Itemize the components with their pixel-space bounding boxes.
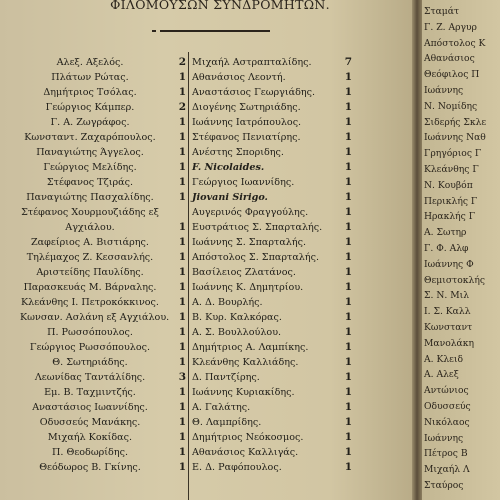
subscription-count: 1 — [178, 296, 186, 308]
facing-page-line: Γ. Φ. Αλφ — [424, 243, 469, 254]
subscription-count: 1 — [178, 71, 186, 83]
subscription-count: 1 — [178, 266, 186, 278]
facing-page-line: Σ. Ν. Μιλ — [424, 290, 470, 302]
subscriber-row — [20, 280, 186, 295]
subscriber-name: Παρασκευάς Μ. Βάρναλης. — [23, 282, 157, 293]
facing-page-line: Οδυσσεύς — [424, 401, 471, 412]
subscription-count: 1 — [178, 416, 186, 428]
subscription-count: 1 — [344, 251, 352, 263]
facing-page-line: Αντώνιος — [424, 385, 469, 397]
subscription-count: 1 — [178, 341, 186, 353]
subscriber-name: Παναγιώτης Άγγελος. — [36, 147, 144, 158]
subscriber-row — [192, 430, 352, 445]
facing-page-line: Σταύρος — [424, 480, 464, 491]
subscription-count: 1 — [178, 386, 186, 398]
subscriber-name: Ιωάννης Κ. Δημητρίου. — [192, 282, 304, 293]
subscriber-name: Ε. Δ. Ραφόπουλος. — [192, 462, 282, 473]
subscriber-name: Κωνσαν. Ασλάνη εξ Αγχιάλου. — [20, 312, 170, 323]
subscriber-row — [20, 220, 186, 235]
subscription-count: 1 — [178, 401, 186, 413]
subscriber-name: Λεωνίδας Ταντάλίδης. — [34, 372, 146, 383]
subscriber-row — [20, 295, 186, 310]
book-gutter — [412, 0, 422, 500]
subscription-count: 1 — [344, 146, 352, 158]
subscription-count: 1 — [178, 431, 186, 443]
subscriber-name: Ανέστης Σποριδης. — [192, 147, 284, 158]
subscriber-name: Απόστολος Σ. Σπαρταλής. — [192, 252, 320, 263]
subscriber-row — [20, 190, 186, 205]
facing-page-line: Αθανάσιος — [424, 53, 475, 65]
subscription-count: 1 — [178, 236, 186, 248]
subscriber-name: Α. Σ. Βουλλούλου. — [192, 327, 282, 338]
subscription-count: 1 — [344, 236, 352, 248]
facing-page-line: Κλεάνθης Γ — [424, 164, 479, 175]
subscriber-name: Γ. Α. Ζωγράφος. — [50, 117, 130, 128]
subscriber-row — [20, 175, 186, 190]
subscriber-name: Δ. Παντζίρης. — [192, 372, 260, 383]
subscriber-name: Β. Κυρ. Καλκόρας. — [192, 312, 282, 323]
subscriber-row — [20, 55, 186, 70]
subscriber-row — [192, 325, 352, 340]
subscriber-name: Στέφανος Τζιράς. — [46, 177, 134, 188]
subscription-count: 1 — [178, 311, 186, 323]
subscriber-row — [20, 205, 186, 220]
subscriber-row — [20, 85, 186, 100]
subscriber-row — [20, 385, 186, 400]
subscriber-name: Α. Δ. Βουρλής. — [192, 297, 263, 308]
subscription-count: 1 — [344, 446, 352, 458]
subscription-count: 1 — [344, 266, 352, 278]
subscriber-name: Αθανάσιος Λεοντή. — [192, 72, 286, 83]
subscription-count: 3 — [178, 371, 186, 383]
subscriber-row — [20, 160, 186, 175]
subscription-count: 1 — [344, 326, 352, 338]
subscriber-name: Π. Θεοδωρίδης. — [51, 447, 129, 458]
subscriber-row — [192, 145, 352, 160]
subscriber-row — [192, 295, 352, 310]
subscription-count: 7 — [344, 56, 352, 68]
subscriber-row — [20, 115, 186, 130]
facing-page-line: Ιωάννης — [424, 85, 464, 96]
facing-page-line: Ιωάννης — [424, 432, 464, 444]
subscription-count: 1 — [178, 191, 186, 203]
subscription-count: 1 — [344, 86, 352, 98]
facing-page-line: Σιδερής Σκλε — [424, 116, 487, 128]
subscription-count: 1 — [344, 131, 352, 143]
subscriber-row — [192, 340, 352, 355]
subscriber-name: Δημήτριος Νεόκοσμος. — [192, 432, 304, 443]
facing-page-line: Νικόλαος — [424, 416, 470, 428]
subscriber-row — [20, 400, 186, 415]
subscriber-name: Ζαφείριος Α. Βιστιάρης. — [31, 237, 149, 248]
subscriber-name: Τηλέμαχος Ζ. Κεσσανλής. — [26, 252, 154, 263]
subscriber-row — [192, 445, 352, 460]
subscriber-row — [20, 265, 186, 280]
subscription-count: 1 — [344, 461, 352, 473]
subscriber-name: Jiovani Sirigo. — [192, 192, 268, 203]
subscription-count: 1 — [178, 176, 186, 188]
subscriber-row — [192, 130, 352, 145]
facing-page-line: Κωνσταντ — [424, 322, 473, 333]
facing-page-line: Ηρακλής Γ — [424, 211, 476, 223]
page-heading: ΦΙΛΟΜΟΥΣΩΝ ΣΥΝΔΡΟΜΗΤΩΝ. — [110, 0, 330, 12]
subscriber-row — [20, 100, 186, 115]
subscription-count: 1 — [344, 341, 352, 353]
subscriber-name: Αριστείδης Παυλίδης. — [36, 267, 144, 278]
facing-page-line: Σταμάτ — [424, 6, 460, 17]
subscription-count: 1 — [344, 431, 352, 443]
column-divider — [188, 52, 189, 500]
subscriber-row — [20, 325, 186, 340]
subscription-count: 1 — [344, 311, 352, 323]
subscriber-row — [192, 415, 352, 430]
subscription-count: 1 — [344, 281, 352, 293]
facing-page-line: Ν. Νομίδης — [424, 100, 478, 112]
facing-page-line: Μανολάκη — [424, 337, 475, 349]
subscriber-row — [192, 205, 352, 220]
subscription-count: 1 — [344, 116, 352, 128]
subscription-count: 1 — [344, 221, 352, 233]
facing-page-line: Ιωάννης Ναθ — [424, 132, 486, 144]
subscriber-row — [192, 265, 352, 280]
subscription-count: 1 — [178, 326, 186, 338]
subscription-count: 1 — [344, 386, 352, 398]
facing-page-line: Α. Σωτηρ — [424, 227, 467, 239]
subscriber-name: Π. Ρωσσόπουλος. — [47, 327, 133, 338]
facing-page-line: Πέτρος Β — [424, 448, 468, 460]
subscriber-row — [20, 370, 186, 385]
subscriber-row — [192, 70, 352, 85]
subscriber-name: Κλεάνθης Ι. Πετροκόκκινος. — [21, 297, 159, 308]
subscription-count: 1 — [178, 251, 186, 263]
subscriber-row — [192, 400, 352, 415]
subscriber-name: Α. Γαλάτης. — [192, 402, 251, 413]
subscription-count: 1 — [178, 221, 186, 233]
subscriber-row — [20, 355, 186, 370]
subscriber-name: F. Nicolaides. — [192, 162, 265, 173]
subscriber-row — [192, 115, 352, 130]
subscription-count: 1 — [344, 206, 352, 218]
subscriber-row — [192, 460, 352, 475]
subscription-count: 1 — [344, 161, 352, 173]
facing-page-line: Περικλής Γ — [424, 195, 478, 207]
subscription-count: 1 — [178, 161, 186, 173]
subscriber-name: Οδυσσεύς Μανάκης. — [39, 417, 141, 428]
subscriber-row — [192, 250, 352, 265]
subscription-count: 1 — [344, 71, 352, 83]
facing-page-line: Ν. Κουβόπ — [424, 179, 473, 191]
subscriber-name: Μιχαήλ Αστραπταλίδης. — [192, 57, 312, 68]
facing-page — [422, 0, 500, 500]
facing-page-line: Α. Αλεξ — [424, 369, 459, 381]
subscriber-name: Αυγερινός Φραγγούλης. — [192, 207, 309, 218]
subscriber-row — [192, 85, 352, 100]
subscriber-name: Θεόδωρος Β. Γκίνης. — [39, 462, 141, 473]
subscriber-row — [192, 310, 352, 325]
subscriber-name: Δημήτριος Τσόλας. — [43, 87, 137, 98]
subscriber-name: Αλεξ. Αξελός. — [56, 57, 124, 68]
subscriber-name: Δημήτριος Α. Λαμπίκης. — [192, 342, 309, 353]
subscription-count: 1 — [178, 356, 186, 368]
subscriber-row — [20, 460, 186, 475]
subscription-count: 1 — [178, 281, 186, 293]
subscriber-row — [192, 385, 352, 400]
subscriber-row — [192, 220, 352, 235]
facing-page-line: Α. Κλειδ — [424, 353, 464, 365]
subscriber-name: Θ. Λαμπρίδης. — [192, 417, 262, 428]
subscriber-row — [20, 340, 186, 355]
subscription-count: 1 — [344, 296, 352, 308]
subscriber-name: Αναστάσιος Ιωαννίδης. — [32, 402, 148, 413]
subscriber-row — [20, 430, 186, 445]
subscriber-name: Αναστάσιος Γεωργιάδης. — [192, 87, 316, 98]
subscriber-row — [20, 145, 186, 160]
subscription-count: 1 — [178, 86, 186, 98]
subscriber-name: Ευστράτιος Σ. Σπαρταλής. — [192, 222, 323, 233]
subscriber-name: Παναγιώτης Πασχαλίδης. — [26, 192, 154, 203]
subscription-count: 1 — [344, 191, 352, 203]
subscription-count: 1 — [344, 371, 352, 383]
subscription-count: 1 — [178, 116, 186, 128]
subscriber-row — [20, 445, 186, 460]
subscription-count: 1 — [178, 446, 186, 458]
facing-page-line: Θεόφιλος Π — [424, 69, 480, 81]
subscriber-name: Εμ. Β. Ταχμιντζής. — [44, 387, 136, 398]
subscriber-name: Γεώργιος Κάμπερ. — [45, 102, 135, 113]
subscription-count: 1 — [344, 401, 352, 413]
subscription-count: 2 — [178, 101, 186, 113]
subscriber-row — [192, 160, 352, 175]
subscriber-name: Γεώργιος Ιωαννίδης. — [192, 177, 295, 188]
subscription-count: 1 — [178, 146, 186, 158]
subscriber-name: Γεώργιος Μελίδης. — [43, 162, 137, 173]
subscriber-row — [192, 55, 352, 70]
subscriber-row — [20, 70, 186, 85]
subscriber-row — [192, 235, 352, 250]
subscriber-name: Βασίλειος Ζλατάνος. — [192, 267, 296, 278]
subscriber-name: Κωνσταντ. Ζαχαρόπουλος. — [24, 132, 156, 143]
subscriber-column-right — [192, 55, 352, 475]
facing-page-line: Ι. Σ. Καλλ — [424, 306, 471, 318]
subscription-count: 1 — [344, 416, 352, 428]
subscriber-column-left — [20, 55, 186, 475]
subscriber-name: Κλεάνθης Καλλιάδης. — [192, 357, 299, 368]
subscriber-name: Στέφανος Πενιατίρης. — [192, 132, 301, 143]
subscriber-name: Στέφανος Χουρμουζιάδης εξ — [21, 207, 159, 218]
facing-page-line: Θεμιστοκλής — [424, 274, 485, 286]
subscriber-name: Ιωάννης Σ. Σπαρταλής. — [192, 237, 307, 248]
subscription-count: 2 — [178, 56, 186, 68]
subscriber-name: Γεώργιος Ρωσσόπουλος. — [29, 342, 151, 353]
subscriber-row — [192, 190, 352, 205]
subscriber-name: Πλάτων Ρώτας. — [51, 72, 129, 83]
subscriber-row — [20, 415, 186, 430]
subscriber-row — [192, 175, 352, 190]
heading-rule — [160, 30, 270, 32]
facing-page-line: Ιωάννης Φ — [424, 258, 474, 270]
facing-page-line: Γρηγόριος Γ — [424, 148, 482, 160]
subscriber-row — [192, 280, 352, 295]
subscriber-row — [192, 355, 352, 370]
subscription-count: 1 — [344, 101, 352, 113]
subscriber-name: Διογένης Σωτηριάδης. — [192, 102, 301, 113]
subscriber-row — [20, 235, 186, 250]
subscriber-name: Αγχιάλου. — [65, 222, 115, 233]
subscriber-name: Θ. Σωτηριάδης. — [52, 357, 128, 368]
facing-page-line: Μιχαήλ Λ — [424, 464, 470, 476]
subscription-count: 1 — [344, 176, 352, 188]
subscriber-row — [192, 370, 352, 385]
subscriber-row — [20, 250, 186, 265]
subscriber-name: Μιχαήλ Κοκίδας. — [47, 432, 133, 443]
subscriber-name: Ιωάννης Ιατρόπουλος. — [192, 117, 302, 128]
subscription-count: 1 — [178, 131, 186, 143]
subscriber-row — [192, 100, 352, 115]
subscriber-row — [20, 310, 186, 325]
facing-page-line: Απόστολος Κ — [424, 37, 486, 49]
subscriber-row — [20, 130, 186, 145]
subscriber-name: Αθανάσιος Καλλιγάς. — [192, 447, 299, 458]
facing-page-line: Γ. Ζ. Αργυρ — [424, 21, 477, 33]
subscriber-name: Ιωάννης Κυριακίδης. — [192, 387, 295, 398]
subscription-count: 1 — [178, 461, 186, 473]
subscription-count: 1 — [344, 356, 352, 368]
